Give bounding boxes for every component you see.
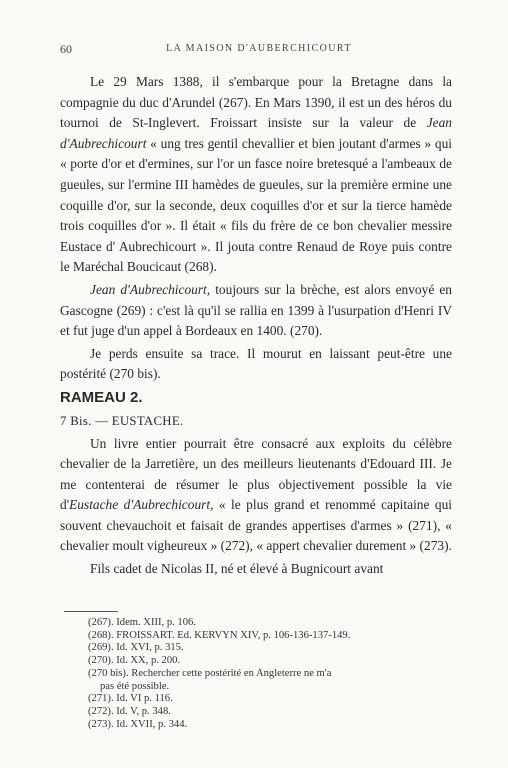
footnote: (273). Id. XVII, p. 344. xyxy=(88,718,188,730)
italic-name: Eustache d'Aubrechicourt xyxy=(69,497,211,513)
page-number: 60 xyxy=(60,42,72,56)
section-title: RAMEAU 2. xyxy=(60,388,143,406)
footnotes xyxy=(88,617,438,731)
italic-name: Jean d'Aubrechicourt, xyxy=(90,281,211,297)
footnote: (268). FROISSART. Ed. KERVYN XIV, p. 106-136-137-149. xyxy=(88,629,351,641)
footnote: (270 bis). Rechercher cette postérité en Angleterre ne m'a xyxy=(88,667,332,679)
paragraph: Je perds ensuite sa trace. Il mourut en laissant peut-être une postérité (270 bis). xyxy=(60,345,452,382)
footnote-continuation: pas été possible. xyxy=(100,680,170,692)
section-subheading: 7 Bis. — EUSTACHE. xyxy=(60,413,184,428)
running-title: LA MAISON D'AUBERCHICOURT xyxy=(166,43,352,54)
page-body xyxy=(60,72,452,580)
italic-name: Jean d'Aubrechicourt xyxy=(60,115,452,151)
paragraph: Fils cadet de Nicolas II, né et élevé à Bugnicourt avant xyxy=(90,561,384,577)
footnote: (269). Id. XVI, p. 315. xyxy=(88,642,184,654)
footnote-rule xyxy=(64,611,118,612)
paragraph: Jean d'Aubrechicourt, toujours sur la brèche, est alors envoyé en Gascogne (269) : c'est là qu'il se rallia en 1399 à l'usurpation d'Henri IV et fut juge d'un appel à Bordeaux en 1400. (270). xyxy=(60,281,452,339)
paragraph: Un livre entier pourrait être consacré aux exploits du célèbre chevalier de la Jarretière, un des meilleurs lieutenants d'Edouard III. Je me contenterai de résumer le plus objectivement possible la vie d'Eustache d'Aubrechicourt, « le plus grand et renommé capitaine qui souvent chevauchoit et faisait de grandes appertises d'armes » (271), « chevalier moult vigheureux » (272), « appert chevalier durement » (273). xyxy=(60,435,453,554)
footnote: (270). Id. XX, p. 200. xyxy=(88,655,181,667)
paragraph: Le 29 Mars 1388, il s'embarque pour la Bretagne dans la compagnie du duc d'Arundel (267). En Mars 1390, il est un des héros du tournoi de St-Inglevert. Froissart insiste sur la valeur de Jean d'Aubrechicourt « ung tres gentil chevallier et bien joutant d'armes » qui « porte d'or et d'ermines, sur l'or un fasce noire bretesqué a l'ambeaux de gueules, sur l'ermine III hamèdes de gueules, sur la première ermine une coquille d'or, sur la seconde, deux coquilles d'or et sur la tierce hamède trois coquilles d'or ». Il était « fils du frère de ce bon chevalier messire Eustace d' Aubrechicourt ». Il jouta contre Renaud de Roye puis contre le Maréchal Boucicaut (268). xyxy=(60,74,452,275)
footnote: (271). Id. VI p. 116. xyxy=(88,693,173,705)
footnote: (272). Id. V, p. 348. xyxy=(88,705,171,717)
page-header xyxy=(60,42,458,58)
footnote: (267). Idem. XIII, p. 106. xyxy=(88,617,196,628)
